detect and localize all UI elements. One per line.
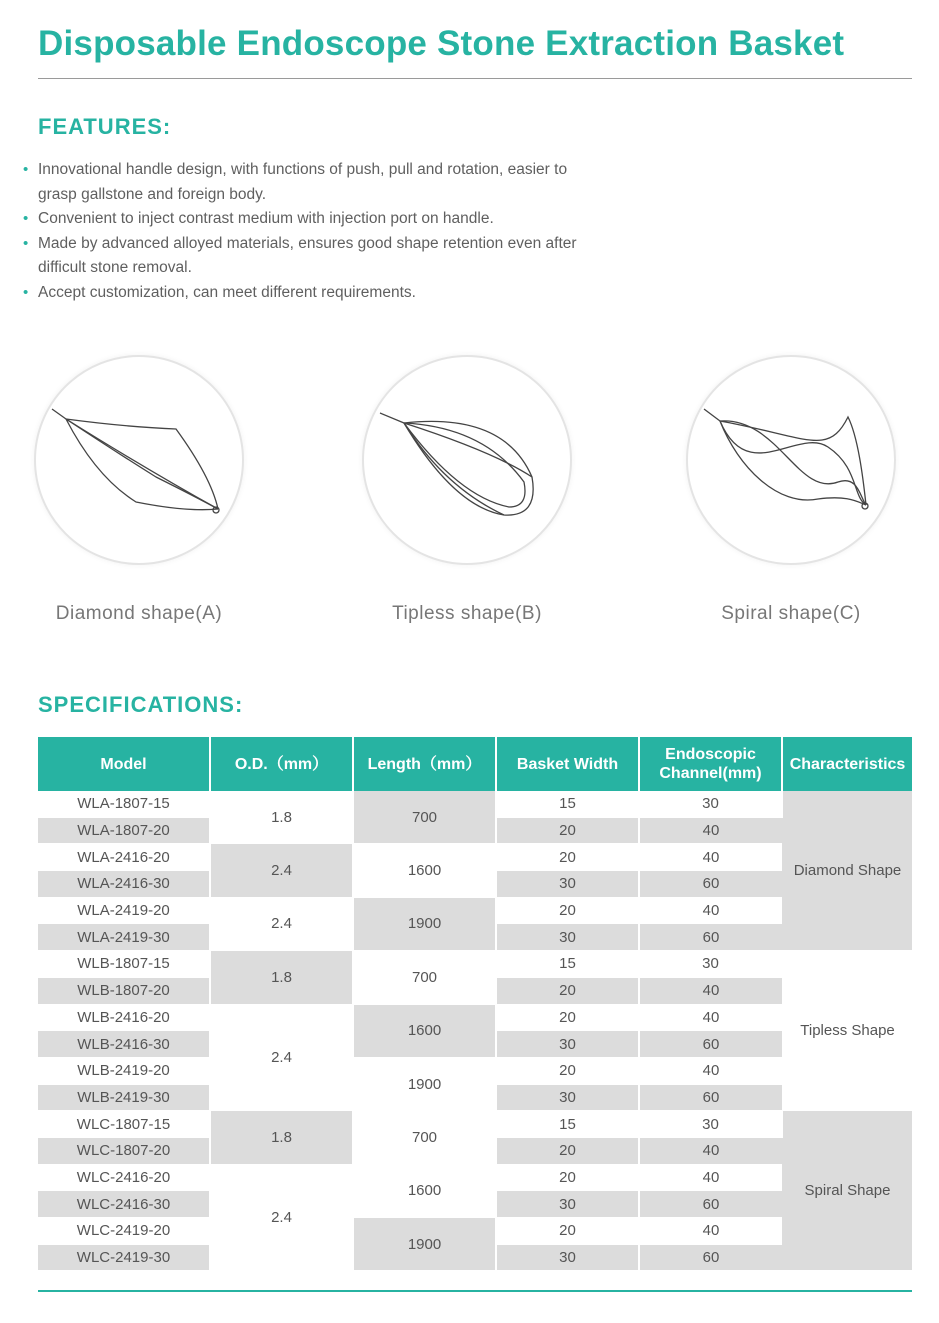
shape-caption: Diamond shape(A) [55, 603, 223, 624]
table-body [38, 791, 912, 1271]
model-cell: WLB-2419-20 [38, 1057, 210, 1084]
diamond-basket-icon [34, 355, 244, 565]
specifications-heading: SPECIFICATIONS: [38, 692, 244, 717]
header-model: Model [38, 737, 210, 791]
basket-width-cell: 30 [496, 1084, 639, 1111]
bullet-icon: • [23, 161, 29, 178]
length-cell: 1600 [353, 1164, 496, 1217]
table-header-row [38, 737, 912, 791]
table-row [38, 844, 912, 871]
table-row [38, 951, 912, 978]
header-basket-width: Basket Width [496, 737, 639, 791]
shape-caption: Tipless shape(B) [392, 603, 542, 624]
features-list [22, 158, 582, 305]
basket-width-cell: 15 [496, 791, 639, 817]
model-cell: WLB-2419-30 [38, 1084, 210, 1111]
basket-width-cell: 20 [496, 1057, 639, 1084]
table-row [38, 1057, 912, 1084]
od-cell: 2.4 [210, 1164, 353, 1271]
spiral-basket-icon [686, 355, 896, 565]
od-cell: 2.4 [210, 844, 353, 897]
model-cell: WLB-1807-20 [38, 977, 210, 1004]
channel-cell: 60 [639, 1084, 782, 1111]
od-cell: 1.8 [210, 951, 353, 1004]
model-cell: WLB-2416-20 [38, 1004, 210, 1031]
channel-cell: 40 [639, 1218, 782, 1245]
model-cell: WLC-2416-20 [38, 1164, 210, 1191]
od-cell: 2.4 [210, 897, 353, 950]
basket-width-cell: 20 [496, 844, 639, 871]
channel-cell: 40 [639, 977, 782, 1004]
shape-spiral [641, 355, 939, 625]
channel-cell: 40 [639, 1057, 782, 1084]
length-cell: 1900 [353, 1218, 496, 1271]
basket-width-cell: 20 [496, 897, 639, 924]
channel-cell: 40 [639, 817, 782, 844]
length-cell: 1600 [353, 844, 496, 897]
basket-width-cell: 20 [496, 817, 639, 844]
bullet-icon: • [23, 210, 29, 227]
length-cell: 1600 [353, 1004, 496, 1057]
basket-width-cell: 20 [496, 1004, 639, 1031]
table-row [38, 1111, 912, 1138]
model-cell: WLC-1807-15 [38, 1111, 210, 1138]
model-cell: WLB-1807-15 [38, 951, 210, 978]
channel-cell: 30 [639, 1111, 782, 1138]
length-cell: 700 [353, 951, 496, 1004]
channel-cell: 40 [639, 1137, 782, 1164]
model-cell: WLA-2416-30 [38, 871, 210, 898]
model-cell: WLC-2419-20 [38, 1218, 210, 1245]
characteristics-cell: Spiral Shape [782, 1111, 912, 1271]
model-cell: WLC-2419-30 [38, 1244, 210, 1271]
model-cell: WLB-2416-30 [38, 1031, 210, 1058]
table-bottom-rule [38, 1290, 912, 1292]
table-row [38, 1164, 912, 1191]
table-row [38, 1218, 912, 1245]
bullet-icon: • [23, 234, 29, 252]
channel-cell: 40 [639, 1004, 782, 1031]
channel-cell: 40 [639, 844, 782, 871]
model-cell: WLA-2419-20 [38, 897, 210, 924]
od-cell: 1.8 [210, 1111, 353, 1164]
characteristics-cell: Diamond Shape [782, 791, 912, 951]
model-cell: WLA-1807-15 [38, 791, 210, 817]
basket-width-cell: 15 [496, 951, 639, 978]
channel-cell: 60 [639, 924, 782, 951]
channel-cell: 30 [639, 951, 782, 978]
channel-cell: 60 [639, 1244, 782, 1271]
basket-width-cell: 30 [496, 1031, 639, 1058]
shape-caption: Spiral shape(C) [721, 603, 861, 624]
basket-width-cell: 30 [496, 924, 639, 951]
model-cell: WLC-1807-20 [38, 1137, 210, 1164]
channel-cell: 30 [639, 791, 782, 817]
basket-width-cell: 20 [496, 1137, 639, 1164]
feature-item: • Convenient to inject contrast medium with injection port on handle. [22, 207, 582, 232]
page-title: Disposable Endoscope Stone Extraction Basket [38, 24, 845, 63]
length-cell: 700 [353, 791, 496, 844]
basket-width-cell: 30 [496, 871, 639, 898]
feature-item: • Accept customization, can meet different requirements. [22, 281, 582, 306]
shape-diamond [0, 355, 289, 625]
tipless-basket-icon [362, 355, 572, 565]
length-cell: 1900 [353, 897, 496, 950]
basket-width-cell: 20 [496, 1164, 639, 1191]
channel-cell: 60 [639, 871, 782, 898]
header-characteristics: Characteristics [782, 737, 912, 791]
header-length: Length（mm） [353, 737, 496, 791]
shape-tipless [317, 355, 617, 625]
characteristics-cell: Tipless Shape [782, 951, 912, 1111]
model-cell: WLC-2416-30 [38, 1191, 210, 1218]
table-row [38, 791, 912, 817]
title-divider [38, 78, 912, 79]
table-row [38, 897, 912, 924]
basket-width-cell: 30 [496, 1244, 639, 1271]
model-cell: WLA-2416-20 [38, 844, 210, 871]
model-cell: WLA-2419-30 [38, 924, 210, 951]
header-od: O.D.（mm） [210, 737, 353, 791]
od-cell: 2.4 [210, 1004, 353, 1111]
channel-cell: 40 [639, 897, 782, 924]
basket-width-cell: 20 [496, 1218, 639, 1245]
bullet-icon: • [23, 283, 29, 301]
basket-width-cell: 30 [496, 1191, 639, 1218]
channel-cell: 60 [639, 1191, 782, 1218]
header-endoscopic-channel: Endoscopic Channel(mm) [639, 737, 782, 791]
feature-item: • Made by advanced alloyed materials, ensures good shape retention even after difficult stone removal. [22, 232, 582, 281]
feature-item: • Innovational handle design, with functions of push, pull and rotation, easier to grasp gallstone and foreign body. [22, 158, 582, 207]
basket-width-cell: 15 [496, 1111, 639, 1138]
channel-cell: 40 [639, 1164, 782, 1191]
features-heading: FEATURES: [38, 114, 172, 139]
length-cell: 700 [353, 1111, 496, 1164]
model-cell: WLA-1807-20 [38, 817, 210, 844]
specifications-table [38, 737, 912, 1271]
length-cell: 1900 [353, 1057, 496, 1110]
table-row [38, 1004, 912, 1031]
basket-width-cell: 20 [496, 977, 639, 1004]
channel-cell: 60 [639, 1031, 782, 1058]
od-cell: 1.8 [210, 791, 353, 844]
